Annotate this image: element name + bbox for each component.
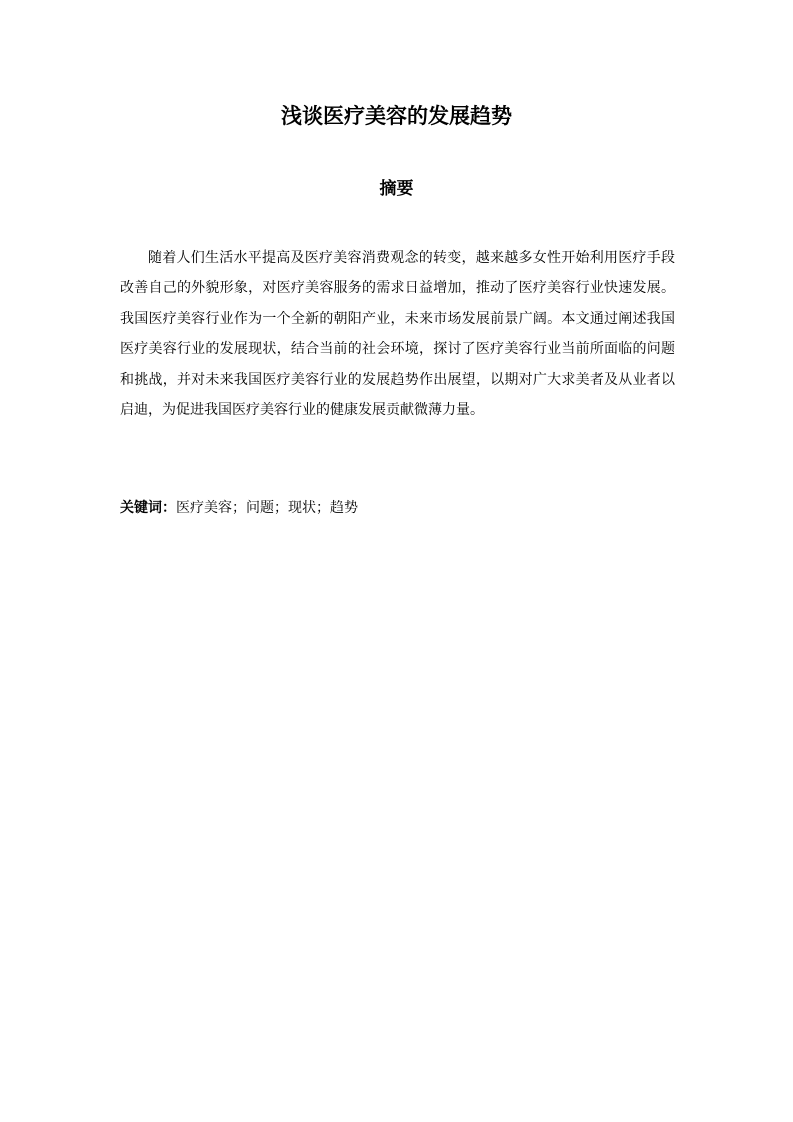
abstract-paragraph: 随着人们生活水平提高及医疗美容消费观念的转变，越来越多女性开始利用医疗手段改善自己的外貌形象，对医疗美容服务的需求日益增加，推动了医疗美容行业快速发展。我国医疗美容行业作为一个全新的朝阳产业，未来市场发展前景广阔。本文通过阐述我国医疗美容行业的发展现状，结合当前的社会环境，探讨了医疗美容行业当前所面临的问题和挑战，并对未来我国医疗美容行业的发展趋势作出展望，以期对广大求美者及从业者以启迪，为促进我国医疗美容行业的健康发展贡献微薄力量。 — [120, 250, 675, 419]
keywords-list: 医疗美容；问题；现状；趋势 — [176, 500, 358, 516]
keywords-label: 关键词： — [120, 500, 176, 516]
document-title: 浅谈医疗美容的发展趋势 — [281, 103, 512, 128]
keywords-line — [120, 494, 675, 522]
abstract-heading: 摘要 — [379, 179, 414, 199]
